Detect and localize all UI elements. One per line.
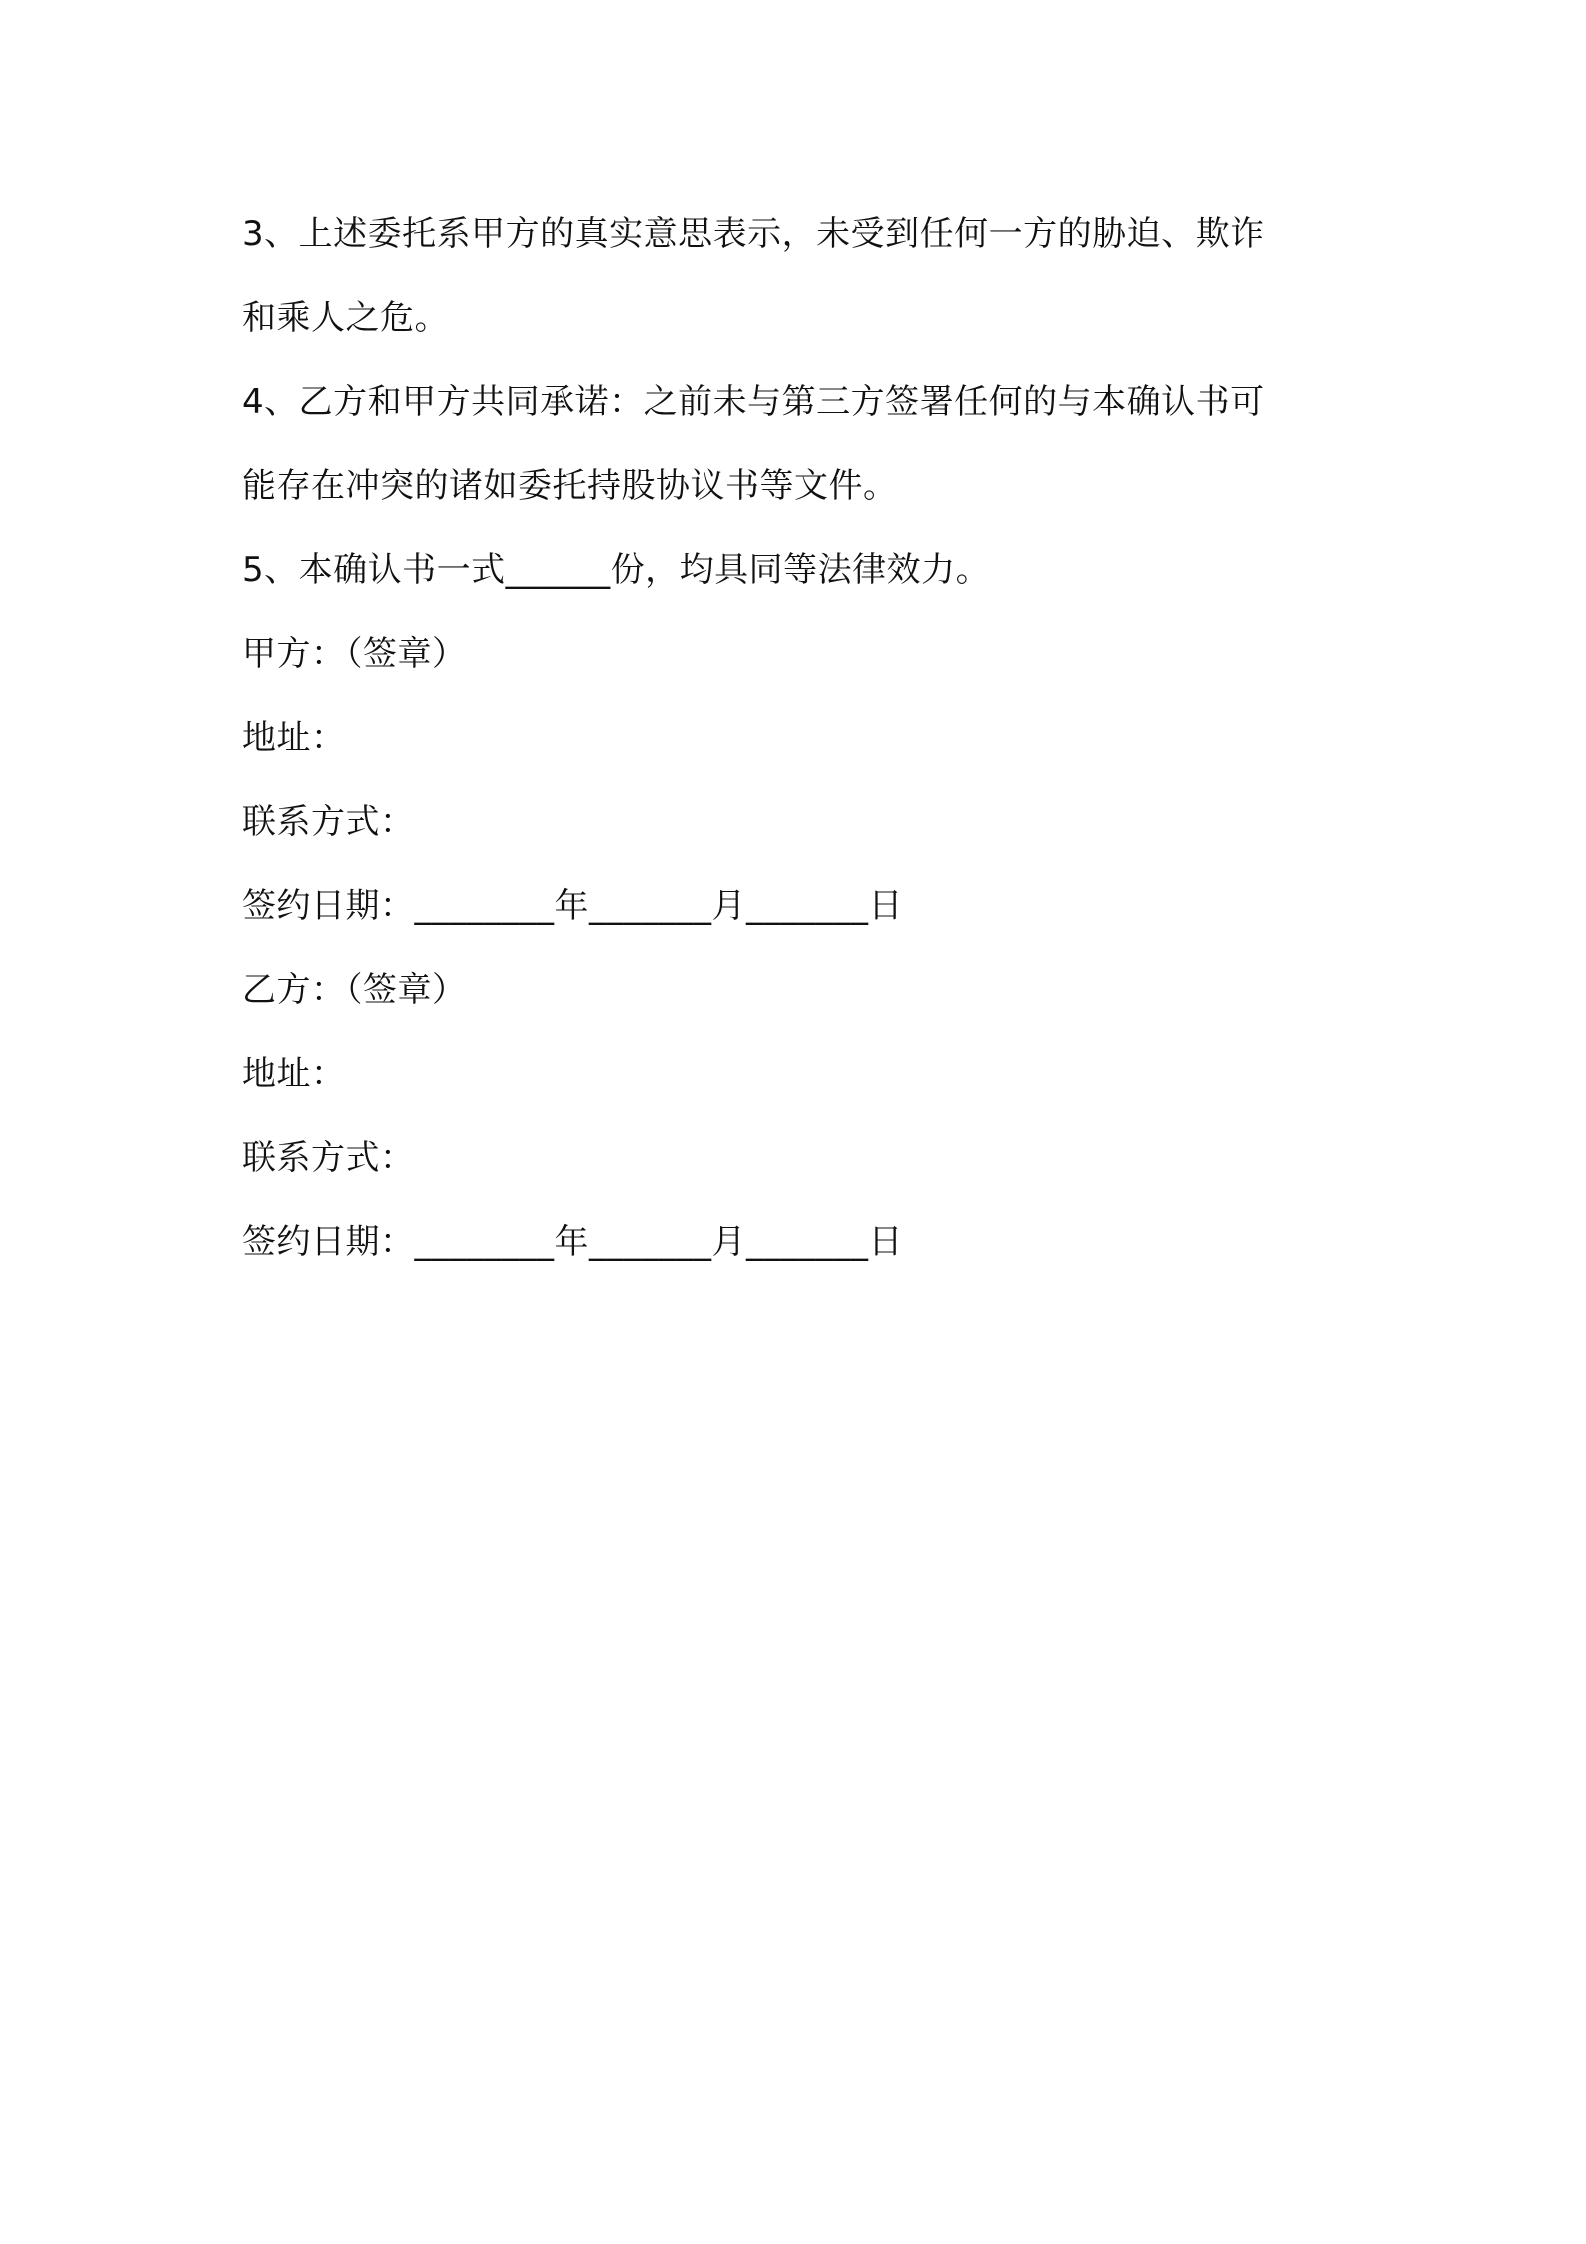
party-a-address: 地址： [242, 718, 346, 758]
clause-4-line-2: 能存在冲突的诸如委托持股协议书等文件。 [242, 466, 898, 506]
party-a-contact: 联系方式： [242, 802, 415, 842]
clause-5: 5、本确认书一式______份，均具同等法律效力。 [242, 550, 991, 590]
clause-3-line-1: 3、上述委托系甲方的真实意思表示，未受到任何一方的胁迫、欺诈 [242, 214, 1265, 254]
party-a-signature: 甲方：（签章） [242, 634, 467, 674]
party-b-address: 地址： [242, 1054, 346, 1094]
party-a-sign-date: 签约日期：________年_______月_______日 [242, 886, 903, 926]
clause-4-line-1: 4、乙方和甲方共同承诺：之前未与第三方签署任何的与本确认书可 [242, 382, 1265, 422]
party-b-contact: 联系方式： [242, 1138, 415, 1178]
party-b-signature: 乙方：（签章） [242, 970, 467, 1010]
clause-3-line-2: 和乘人之危。 [242, 298, 449, 338]
party-b-sign-date: 签约日期：________年_______月_______日 [242, 1222, 903, 1262]
document-body [242, 192, 1362, 1284]
